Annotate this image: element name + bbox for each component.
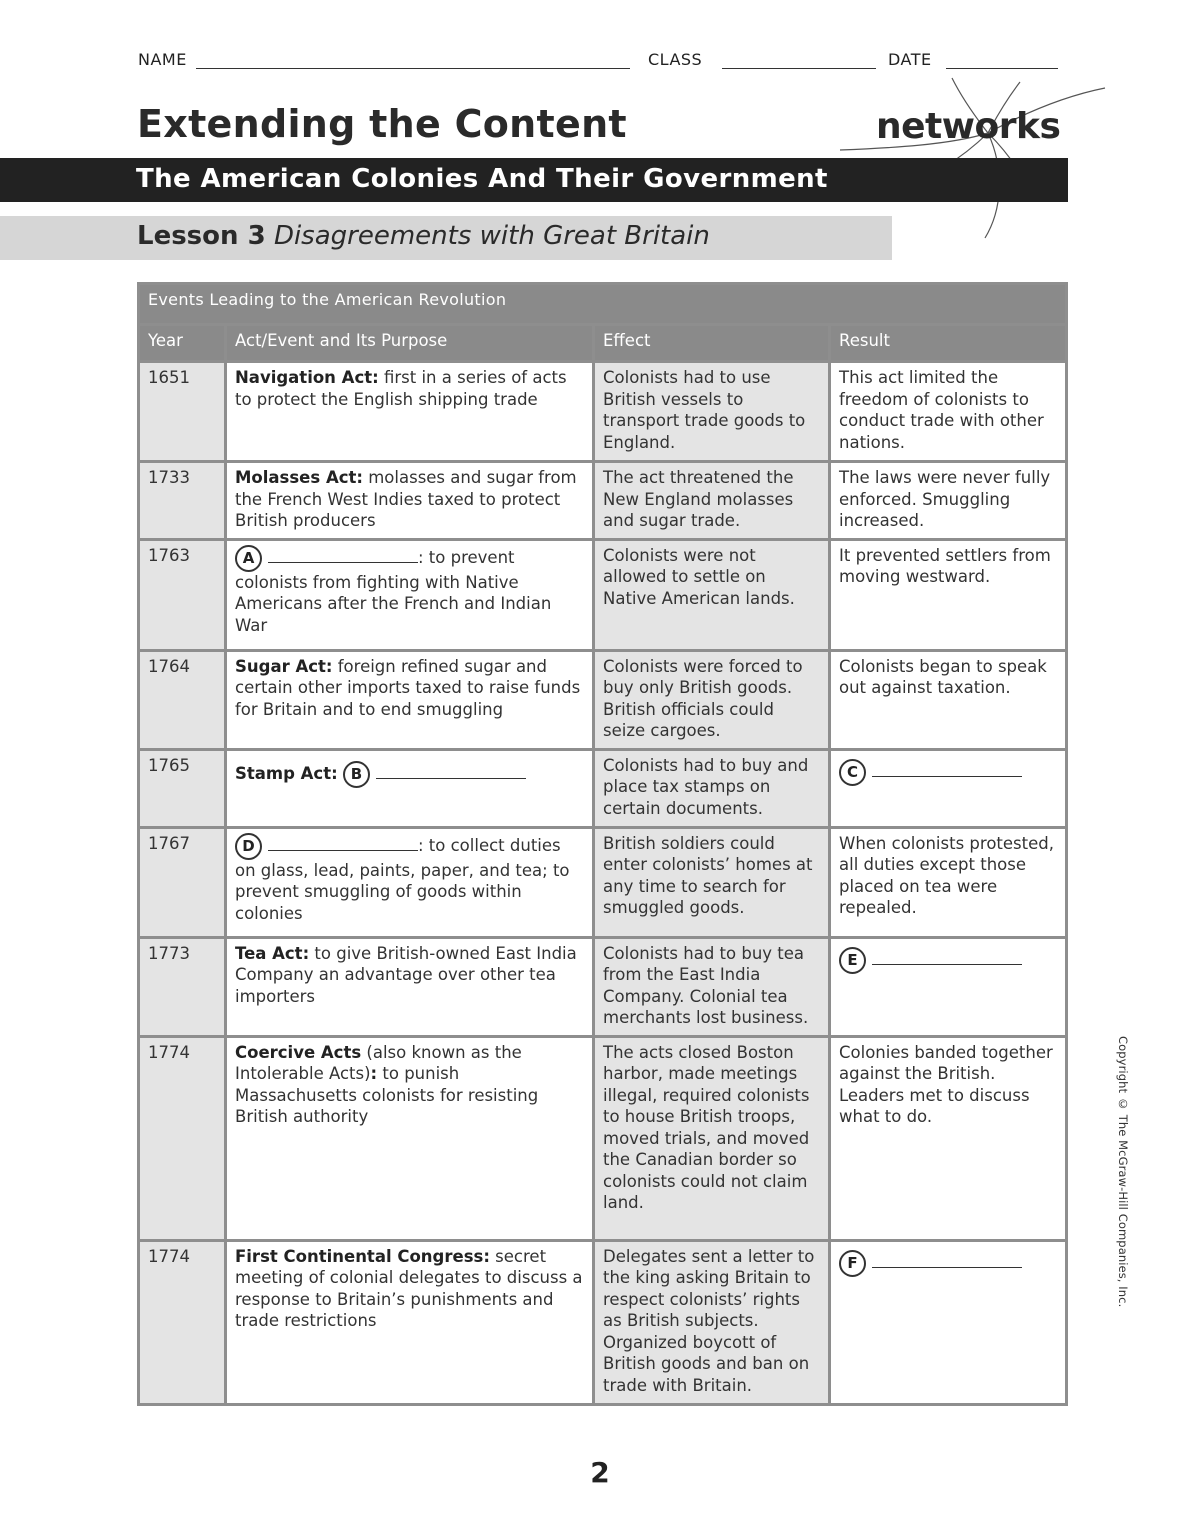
answer-blank-d[interactable] <box>268 836 418 851</box>
effect-cell: The act threatened the New England molasses and sugar trade. <box>594 462 830 540</box>
events-table <box>137 282 1068 1406</box>
lesson-title: Disagreements with Great Britain <box>273 221 710 251</box>
year-cell: 1767 <box>139 827 226 937</box>
act-cell <box>226 1240 594 1404</box>
table-row <box>139 362 1067 462</box>
class-field[interactable] <box>722 68 876 69</box>
answer-marker-d: D <box>235 833 262 860</box>
answer-blank-c[interactable] <box>872 762 1022 777</box>
date-label: DATE <box>888 50 932 69</box>
answer-blank-f[interactable] <box>872 1253 1022 1268</box>
act-purpose: secret meeting of colonial delegates to discuss a response to Britain’s punishments and trade restrictions <box>235 1246 583 1330</box>
year-cell: 1774 <box>139 1036 226 1240</box>
effect-cell: The acts closed Boston harbor, made meetings illegal, required colonists to house British troops, moved trials, and moved the Canadian border so colonists could not claim land. <box>594 1036 830 1240</box>
act-cell <box>226 827 594 937</box>
act-name: Molasses Act: <box>235 468 363 487</box>
effect-cell: Colonists were forced to buy only British goods. British officials could seize cargoes. <box>594 650 830 749</box>
table-row <box>139 1240 1067 1404</box>
act-purpose: : to prevent colonists from fighting with Native Americans after the French and Indian War <box>235 547 552 635</box>
act-alias: (also known as the Intolerable Acts) <box>235 1042 522 1083</box>
effect-cell: Delegates sent a letter to the king asking Britain to respect colonists’ rights as British subjects. Organized boycott of British goods and ban on trade with Britain. <box>594 1240 830 1404</box>
answer-marker-e: E <box>839 947 866 974</box>
answer-marker-f: F <box>839 1250 866 1277</box>
act-purpose: molasses and sugar from the French West Indies taxed to protect British producers <box>235 468 577 530</box>
result-cell: When colonists protested, all duties except those placed on tea were repealed. <box>830 827 1067 937</box>
student-info-fields <box>138 50 1058 72</box>
copyright-notice: Copyright © The McGraw-Hill Companies, Inc. <box>1116 1036 1130 1308</box>
act-name: Stamp Act: <box>235 763 338 783</box>
table-header-row <box>139 325 1067 362</box>
answer-blank-a[interactable] <box>268 548 418 563</box>
column-header-act: Act/Event and Its Purpose <box>226 325 594 362</box>
effect-cell: Colonists had to use British vessels to transport trade goods to England. <box>594 362 830 462</box>
act-purpose: foreign refined sugar and certain other imports taxed to raise funds for Britain and to end smuggling <box>235 656 581 719</box>
answer-marker-a: A <box>235 545 262 572</box>
act-cell <box>226 1036 594 1240</box>
answer-blank-e[interactable] <box>872 950 1022 965</box>
act-name: First Continental Congress: <box>235 1246 490 1266</box>
result-cell: Colonies banded together against the British. Leaders met to discuss what to do. <box>830 1036 1067 1240</box>
result-cell <box>830 749 1067 827</box>
column-header-result: Result <box>830 325 1067 362</box>
act-cell <box>226 362 594 462</box>
page-number: 2 <box>590 1456 610 1489</box>
name-field[interactable] <box>196 68 630 69</box>
act-name: Coercive Acts <box>235 1042 362 1062</box>
table-row <box>139 539 1067 650</box>
date-field[interactable] <box>946 68 1058 69</box>
result-cell <box>830 1240 1067 1404</box>
table-row <box>139 937 1067 1036</box>
table-row <box>139 827 1067 937</box>
act-purpose: to give British-owned East India Company an advantage over other tea importers <box>235 943 577 1006</box>
effect-cell: British soldiers could enter colonists’ homes at any time to search for smuggled goods. <box>594 827 830 937</box>
networks-logo: networks <box>876 106 1061 147</box>
table-caption: Events Leading to the American Revolution <box>139 284 1067 325</box>
lesson-heading <box>137 221 710 251</box>
result-cell: This act limited the freedom of colonists to conduct trade with other nations. <box>830 362 1067 462</box>
year-cell: 1774 <box>139 1240 226 1404</box>
act-cell <box>226 462 594 540</box>
table-row <box>139 462 1067 540</box>
table-row <box>139 650 1067 749</box>
act-purpose: first in a series of acts to protect the English shipping trade <box>235 368 567 409</box>
year-cell: 1733 <box>139 462 226 540</box>
column-header-effect: Effect <box>594 325 830 362</box>
result-cell: It prevented settlers from moving westward. <box>830 539 1067 650</box>
year-cell: 1764 <box>139 650 226 749</box>
result-cell: Colonists began to speak out against taxation. <box>830 650 1067 749</box>
act-name: Navigation Act: <box>235 368 379 387</box>
act-name: Sugar Act: <box>235 656 333 676</box>
table-row <box>139 749 1067 827</box>
answer-marker-b: B <box>343 761 370 788</box>
column-header-year: Year <box>139 325 226 362</box>
act-purpose: to punish Massachusetts colonists for resisting British authority <box>235 1064 539 1126</box>
unit-title: The American Colonies And Their Government <box>136 164 828 194</box>
effect-cell: Colonists had to buy and place tax stamps on certain documents. <box>594 749 830 827</box>
class-label: CLASS <box>648 50 703 69</box>
act-cell <box>226 937 594 1036</box>
effect-cell: Colonists were not allowed to settle on Native American lands. <box>594 539 830 650</box>
page-title: Extending the Content <box>137 102 627 146</box>
table-caption-row <box>139 284 1067 325</box>
year-cell: 1763 <box>139 539 226 650</box>
act-purpose: : to collect duties on glass, lead, paints, paper, and tea; to prevent smuggling of goods within colonies <box>235 835 570 923</box>
act-name: Tea Act: <box>235 943 310 963</box>
act-cell <box>226 650 594 749</box>
result-cell: The laws were never fully enforced. Smuggling increased. <box>830 462 1067 540</box>
answer-marker-c: C <box>839 759 866 786</box>
act-colon: : <box>370 1064 378 1083</box>
year-cell: 1773 <box>139 937 226 1036</box>
effect-cell: Colonists had to buy tea from the East India Company. Colonial tea merchants lost business. <box>594 937 830 1036</box>
answer-blank-b[interactable] <box>376 764 526 779</box>
act-cell <box>226 749 594 827</box>
table-row <box>139 1036 1067 1240</box>
lesson-number: Lesson 3 <box>137 221 266 251</box>
result-cell <box>830 937 1067 1036</box>
name-label: NAME <box>138 50 187 69</box>
year-cell: 1651 <box>139 362 226 462</box>
act-cell <box>226 539 594 650</box>
year-cell: 1765 <box>139 749 226 827</box>
